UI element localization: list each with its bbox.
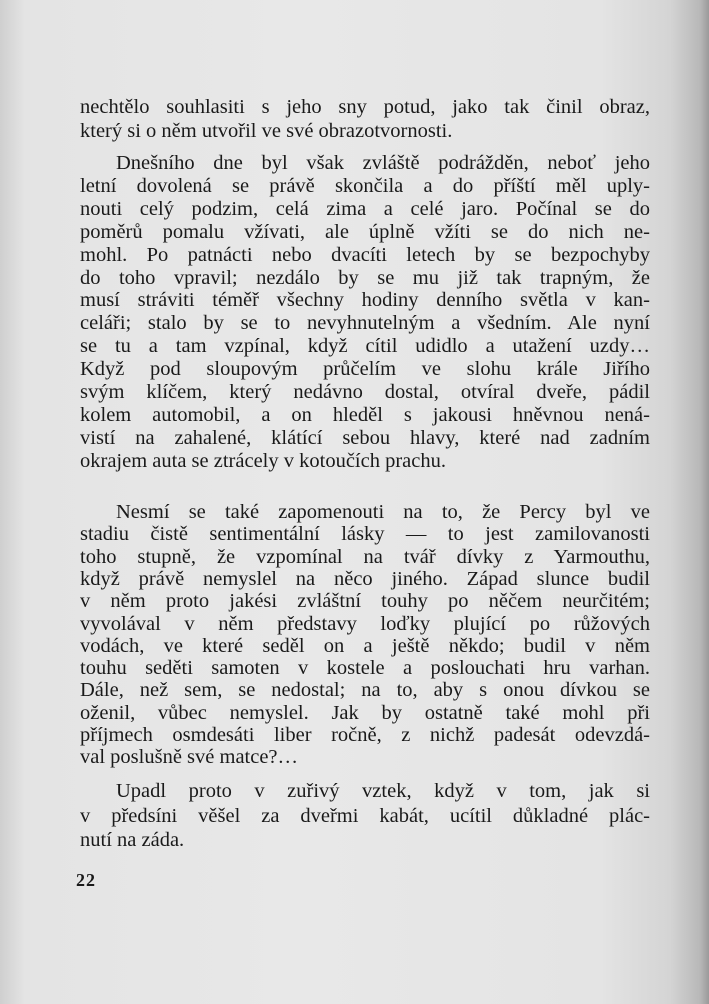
text-line: Dále, než sem, se nedostal; na to, aby s onou dívkou se [80, 679, 650, 701]
text-line: nouti celý podzim, celá zima a celé jaro. Počínal se do [80, 198, 650, 220]
text-line: svým klíčem, který nedávno dostal, otvíral dveře, pádil [80, 381, 650, 403]
text-line: v předsíni věšel za dveřmi kabát, ucítil důkladné plác- [80, 805, 650, 827]
text-line: v něm proto jakési zvláštní touhy po něčem neurčitém; [80, 590, 650, 612]
text-line: letní dovolená se právě skončila a do příští měl uply- [80, 175, 650, 197]
text-line: celáři; stalo by se to nevyhnutelným a všedním. Ale nyní [80, 312, 650, 334]
text-line: val poslušně své matce?… [80, 746, 299, 768]
text-line: nechtělo souhlasiti s jeho sny potud, jako tak činil obraz, [80, 96, 650, 118]
text-line: nutí na záda. [80, 829, 185, 851]
text-line: oženil, vůbec nemyslel. Jak by ostatně také mohl při [80, 702, 650, 724]
text-line: stadiu čistě sentimentální lásky — to jest zamilovanosti [80, 523, 650, 545]
text-line: poměrů pomalu vžívati, ale úplně vžíti se do nich ne- [80, 221, 650, 243]
text-line: když právě nemyslel na něco jiného. Západ slunce budil [80, 568, 650, 590]
text-line: Upadl proto v zuřivý vztek, když v tom, jak si [116, 780, 650, 802]
text-line: toho stupně, že vzpomínal na tvář dívky z Yarmouthu, [80, 546, 650, 568]
text-line: do toho vpravil; nezdálo by se mu již tak trapným, že [80, 267, 650, 289]
text-line: musí stráviti téměř všechny hodiny denního světla v kan- [80, 289, 650, 311]
text-line: kolem automobil, a on hleděl s jakousi hněvnou nená- [80, 404, 650, 426]
text-line: vyvolával v něm představy loďky plující po růžových [80, 613, 650, 635]
text-line: Dnešního dne byl však zvláště podrážděn, neboť jeho [116, 152, 650, 174]
text-line: okrajem auta se ztrácely v kotoučích prachu. [80, 450, 446, 472]
text-line: mohl. Po patnácti nebo dvacíti letech by se bezpochyby [80, 244, 650, 266]
text-line: vistí na zahalené, klátící sebou hlavy, které nad zadním [80, 427, 650, 449]
text-line: příjmech osmdesáti liber ročně, z nichž padesát odevzdá- [80, 724, 650, 746]
text-line: Když pod sloupovým průčelím ve slohu krále Jiřího [80, 358, 650, 380]
text-line: touhu seděti samoten v kostele a poslouchati hru varhan. [80, 657, 650, 679]
text-line: Nesmí se také zapomenouti na to, že Percy byl ve [116, 501, 650, 523]
text-line: vodách, ve které seděl on a ještě někdo; budil v něm [80, 635, 650, 657]
page-number: 22 [76, 870, 96, 890]
text-line: který si o něm utvořil ve své obrazotvornosti. [80, 120, 453, 142]
text-line: se tu a tam vzpínal, když cítil udidlo a utažení uzdy… [80, 335, 650, 357]
